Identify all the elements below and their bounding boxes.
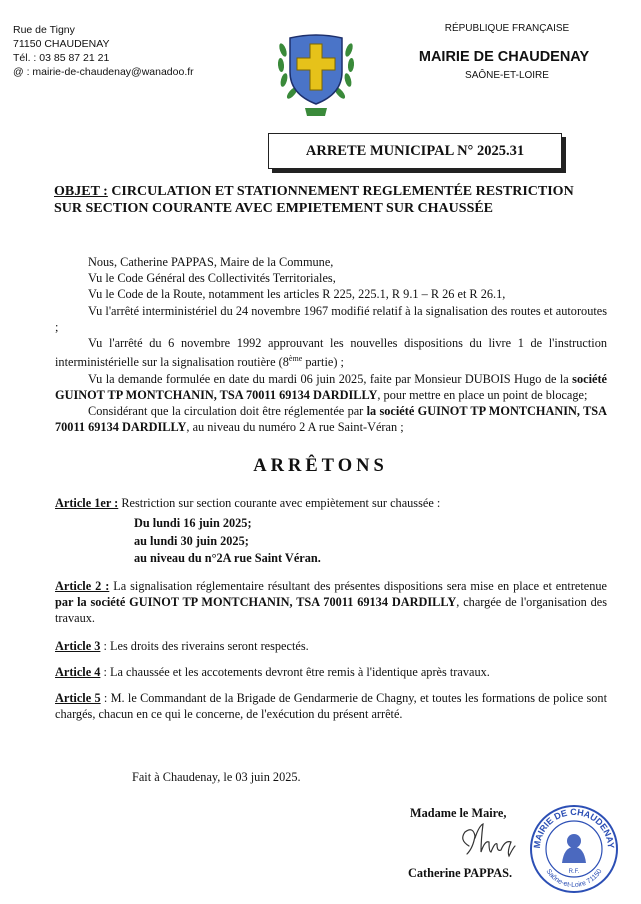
- article-5-label: Article 5: [55, 691, 101, 705]
- mairie-title: MAIRIE DE CHAUDENAY: [418, 49, 590, 65]
- address-phone: Tél. : 03 85 87 21 21: [13, 52, 110, 64]
- republic-label: RÉPUBLIQUE FRANÇAISE: [444, 23, 570, 34]
- consid-text-a: Considérant que la circulation doit être réglementée par: [88, 403, 367, 418]
- preamble-considerant: [55, 403, 607, 435]
- article-2-label: Article 2 :: [55, 579, 110, 593]
- article-1-line: au niveau du n°2A rue Saint Véran.: [134, 551, 321, 565]
- article-2-text-a: La signalisation réglementaire résultant des présentes dispositions sera mise en place et entretenue: [109, 579, 608, 593]
- vu5-text-a: Vu la demande formulée en date du mardi 06 juin 2025, faite par Monsieur DUBOIS Hugo de la: [88, 371, 573, 386]
- preamble-vu-1992: [55, 335, 607, 371]
- article-1-text: Restriction sur section courante avec empiètement sur chaussée :: [118, 496, 441, 510]
- article-4-label: Article 4: [55, 665, 101, 679]
- article-5: [55, 690, 607, 722]
- article-1: [55, 495, 607, 511]
- arrete-title: ARRETE MUNICIPAL N° 2025.31: [305, 142, 525, 159]
- article-1-label: Article 1er :: [55, 496, 119, 510]
- article-4: [55, 664, 607, 680]
- article-2: [55, 578, 607, 627]
- article-1-line: au lundi 30 juin 2025;: [134, 533, 249, 548]
- article-1-dates: [134, 515, 321, 568]
- arretons-heading: ARRÊTONS: [253, 456, 388, 476]
- objet-label: OBJET :: [54, 184, 108, 199]
- article-1-line: Du lundi 16 juin 2025;: [134, 516, 252, 530]
- coat-of-arms-icon: [275, 20, 357, 120]
- vu4-text-b: partie) ;: [302, 355, 344, 370]
- preamble: [55, 254, 607, 435]
- preamble-vu-demande: [55, 371, 607, 403]
- objet-section: [54, 183, 594, 217]
- article-3: [55, 638, 607, 654]
- department-label: SAÔNE-ET-LOIRE: [465, 70, 549, 81]
- vu5-text-b: , pour mettre en place un point de blocage;: [377, 387, 588, 402]
- stamp-rf: R.F.: [568, 869, 580, 875]
- consid-company: la société GUINOT TP MONTCHANIN, TSA 70011 69134 DARDILLY: [55, 403, 607, 435]
- mairie-stamp-icon: [528, 803, 620, 895]
- handwritten-signature-icon: [455, 818, 525, 862]
- article-2-company: par la société GUINOT TP MONTCHANIN, TSA 70011 69134 DARDILLY: [55, 595, 457, 610]
- preamble-intro: Nous, Catherine PAPPAS, Maire de la Commune,: [88, 255, 334, 269]
- vu4-sup: ème: [288, 354, 303, 364]
- preamble-vu-cgct: Vu le Code Général des Collectivités Territoriales,: [88, 271, 336, 286]
- stamp-bottom-text: Saône-et-Loire 71150: [544, 868, 604, 890]
- vu5-company: société GUINOT TP MONTCHANIN, TSA 70011 69134 DARDILLY: [55, 371, 607, 402]
- signature-name: Catherine PAPPAS.: [408, 866, 513, 880]
- address-email: @ : mairie-de-chaudenay@wanadoo.fr: [13, 66, 194, 78]
- article-2-text-b: , chargée de l'organisation des travaux.: [55, 595, 608, 626]
- address-city: 71150 CHAUDENAY: [13, 38, 110, 50]
- stamp-top-text: MAIRIE DE CHAUDENAY: [531, 806, 617, 849]
- objet-text: CIRCULATION ET STATIONNEMENT REGLEMENTÉE RESTRICTION SUR SECTION COURANTE AVEC EMPIETEMENT SUR CHAUSSÉE: [54, 184, 574, 216]
- article-3-text: : Les droits des riverains seront respectés.: [100, 639, 309, 653]
- address-street: Rue de Tigny: [13, 24, 75, 36]
- consid-text-b: , au niveau du numéro 2 A rue Saint-Véran ;: [186, 420, 404, 435]
- preamble-vu-1967: Vu l'arrêté interministériel du 24 novembre 1967 modifié relatif à la signalisation des routes et autoroutes ;: [55, 303, 607, 334]
- signature-title: Madame le Maire,: [410, 806, 507, 820]
- article-3-label: Article 3: [55, 639, 101, 653]
- preamble-vu-code-route: Vu le Code de la Route, notamment les articles R 225, 225.1, R 9.1 – R 26 et R 26.1,: [88, 287, 506, 302]
- article-4-text: : La chaussée et les accotements devront être remis à l'identique après travaux.: [100, 665, 490, 679]
- fait-a-date: Fait à Chaudenay, le 03 juin 2025.: [132, 770, 301, 784]
- arrete-title-box: [268, 133, 562, 169]
- article-5-text: : M. le Commandant de la Brigade de Gendarmerie de Chagny, et toutes les formations de police sont chargés, chacun en ce qui le concerne, de l'exécution du présent arrêté.: [55, 691, 608, 722]
- vu4-text-a: Vu l'arrêté du 6 novembre 1992 approuvant les nouvelles dispositions du livre 1 de l'instruction interministérielle sur la signalisation routière (8: [55, 336, 607, 370]
- mairie-address: [13, 23, 194, 79]
